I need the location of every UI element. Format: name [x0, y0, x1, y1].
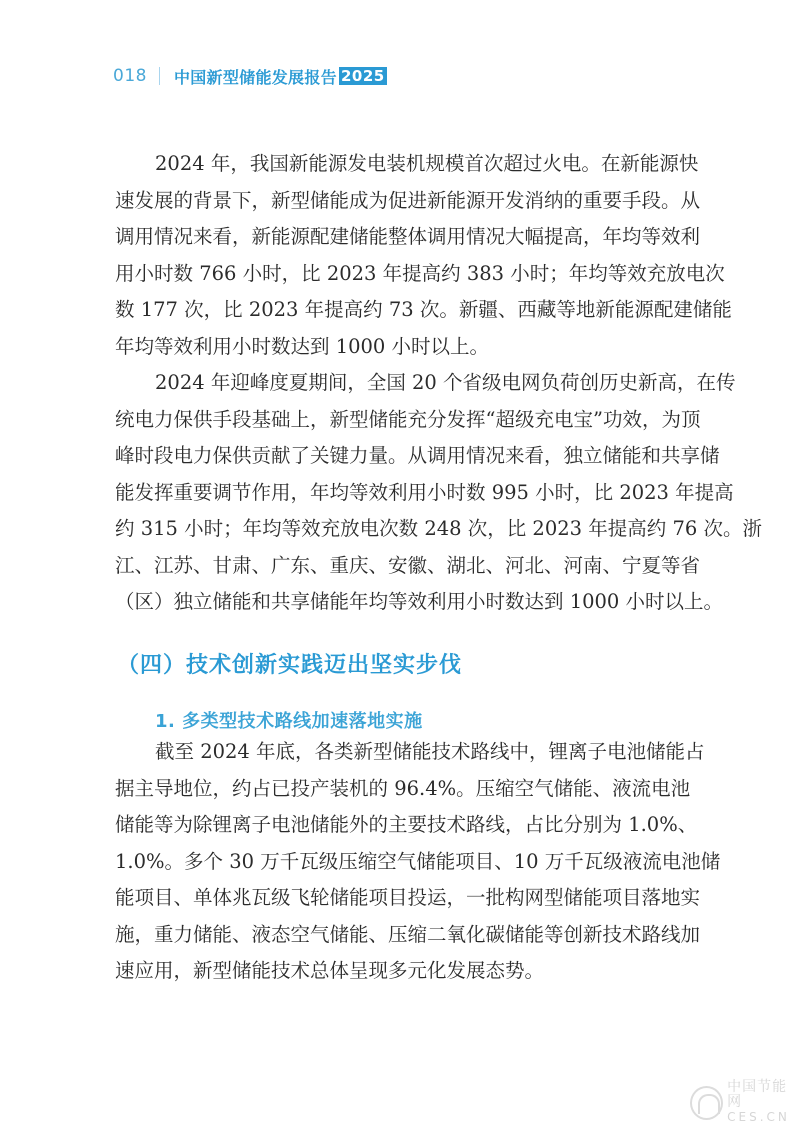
report-title: 中国新型储能发展报告	[173, 67, 337, 87]
text-line: 用小时数 766 小时，比 2023 年提高约 383 小时；年均等效充放电次	[115, 261, 725, 285]
text-line: 截至 2024 年底，各类新型储能技术路线中，锂离子电池储能占	[155, 740, 705, 763]
header-divider	[159, 67, 160, 85]
report-year-badge: 2025	[340, 67, 385, 85]
paragraph-1	[115, 146, 732, 365]
text-line: （区）独立储能和共享储能年均等效利用小时数达到 1000 小时以上。	[115, 590, 724, 613]
page-number: 018	[113, 66, 147, 86]
text-line: 能项目、单体兆瓦级飞轮储能项目投运，一批构网型储能项目落地实	[115, 886, 701, 909]
text-line: 峰时段电力保供贡献了关键力量。从调用情况来看，独立储能和共享储	[115, 444, 720, 467]
text-line: 约 315 小时；年均等效充放电次数 248 次，比 2023 年提高约 76 次。浙	[115, 517, 762, 540]
text-line: 江、江苏、甘肃、广东、重庆、安徽、湖北、河北、河南、宁夏等省	[115, 553, 701, 577]
watermark-en: CES.CN	[727, 1110, 790, 1124]
text-line: 数 177 次，比 2023 年提高约 73 次。新疆、西藏等地新能源配建储能	[115, 298, 732, 321]
text-line: 统电力保供手段基础上，新型储能充分发挥“超级充电宝”功效，为顶	[115, 407, 701, 431]
paragraph-3	[115, 734, 721, 990]
text-line: 年均等效利用小时数达到 1000 小时以上。	[115, 334, 490, 358]
watermark	[690, 1080, 800, 1125]
text-line: 施，重力储能、液态空气储能、压缩二氧化碳储能等创新技术路线加	[115, 922, 701, 946]
text-line: 储能等为除锂离子电池储能外的主要技术路线，占比分别为 1.0%、	[115, 813, 698, 836]
watermark-cn: 中国节能网	[727, 1079, 788, 1110]
text-line: 2024 年，我国新能源发电装机规模首次超过火电。在新能源快	[155, 152, 699, 175]
text-line: 2024 年迎峰度夏期间，全国 20 个省级电网负荷创历史新高，在传	[155, 371, 736, 394]
page-header	[113, 64, 387, 88]
paragraph-2	[115, 365, 762, 621]
text-line: 调用情况来看，新能源配建储能整体调用情况大幅提高，年均等效利	[115, 225, 701, 248]
text-line: 速应用，新型储能技术总体呈现多元化发展态势。	[115, 959, 545, 982]
text-line: 能发挥重要调节作用，年均等效利用小时数 995 小时，比 2023 年提高	[115, 480, 734, 504]
ces-logo-icon	[690, 1086, 723, 1120]
sub-heading: 1. 多类型技术路线加速落地实施	[155, 711, 423, 732]
text-line: 速发展的背景下，新型储能成为促进新能源开发消纳的重要手段。从	[115, 188, 701, 212]
text-line: 据主导地位，约占已投产装机的 96.4%。压缩空气储能、液流电池	[115, 776, 691, 800]
text-line: 1.0%。多个 30 万千瓦级压缩空气储能项目、10 万千瓦级液流电池储	[115, 849, 721, 873]
section-heading: （四）技术创新实践迈出坚实步伐	[117, 653, 463, 678]
